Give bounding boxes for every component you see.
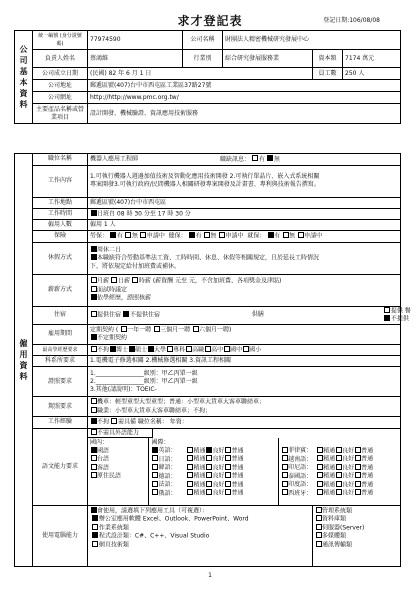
- daily-checkbox[interactable]: [111, 277, 117, 283]
- lang-name: 印度語：: [288, 481, 313, 488]
- opt-label: 有: [116, 232, 123, 240]
- products-label: 主要產品名稱或營業項目: [33, 104, 88, 124]
- negotiable-checkbox[interactable]: [91, 286, 97, 292]
- leave-line-2: 本職缺符合勞動基準法工資、工時時間、休息、休假等相關規定，且於延長工時情況: [97, 254, 320, 262]
- opt-label: 多媒體類: [322, 532, 347, 540]
- lang-level-label: 良好: [342, 489, 355, 497]
- two-day-weekend-checkbox[interactable]: [91, 246, 97, 252]
- website-link[interactable]: http://http://www.pmc.org.tw/: [88, 92, 401, 104]
- lang-level-label: 良好: [342, 464, 355, 471]
- leave-line-3: 下，將依規定給付加班費或補休。: [90, 262, 181, 270]
- drive-checkbox[interactable]: [91, 407, 97, 413]
- exp-years-text: 職位名稱： 年資：: [137, 418, 188, 426]
- period-label: 雇用期間: [33, 324, 88, 344]
- programming-checkbox[interactable]: [92, 532, 98, 538]
- edu-checkbox[interactable]: [129, 346, 135, 352]
- lang-level-label: 良好: [212, 455, 225, 463]
- location-value: 郵遞區號(407)台中市西屯區: [88, 197, 401, 208]
- opt-label: 不提供住宿: [129, 311, 160, 319]
- opt-label: 通訊傳輸類: [322, 541, 353, 548]
- address-value: 郵遞區號(407)台中市西屯區工業區37路27號: [88, 80, 401, 92]
- housing-row: [88, 306, 411, 324]
- opt-label: 不定期契約: [97, 334, 128, 342]
- edu-checkbox[interactable]: [148, 346, 154, 352]
- opt-label: 不提供: [390, 315, 409, 323]
- opt-label: 時薪: [138, 277, 151, 285]
- intl-lang-col-1: [149, 438, 279, 505]
- edu-row: [88, 344, 401, 356]
- lang-name: 英語：: [158, 447, 177, 454]
- labor-pending-checkbox[interactable]: [140, 232, 146, 238]
- by-law-checkbox[interactable]: [91, 294, 97, 300]
- labor-law-checkbox[interactable]: [91, 254, 97, 260]
- tax-id-value: 77974590: [88, 31, 183, 50]
- comp-os: 作業系統類: [98, 524, 129, 531]
- lang-level-label: 精通: [323, 489, 336, 497]
- vacancy-yes-label: 有: [258, 155, 265, 163]
- lang-name: 越南語：: [288, 455, 313, 463]
- domestic-lang-col: [88, 438, 149, 505]
- lang-checkbox[interactable]: [152, 472, 158, 478]
- lang-name: 印尼語：: [288, 464, 313, 471]
- lang-level-label: 良好: [212, 464, 225, 471]
- housing-no-checkbox[interactable]: [123, 311, 129, 317]
- edu-option-label: 國小: [249, 346, 262, 353]
- hakka-checkbox[interactable]: [91, 464, 97, 470]
- lang-level-label: 普通: [361, 472, 374, 480]
- lang-level-checkbox[interactable]: [206, 481, 212, 487]
- lang-level-label: 精通: [193, 481, 206, 488]
- opt-label: 有: [274, 232, 281, 240]
- lang-level-label: 精通: [193, 447, 206, 454]
- health-yes-checkbox[interactable]: [189, 232, 195, 238]
- domestic-label: 國內：: [90, 438, 109, 446]
- comp-yes-checkbox[interactable]: [91, 507, 97, 513]
- company-name-label: 公司名稱: [183, 31, 223, 50]
- vacancy-no-checkbox[interactable]: [267, 155, 273, 161]
- lang-level-label: 普通: [231, 455, 244, 463]
- lang-checkbox[interactable]: [282, 489, 288, 495]
- lang-level-label: 普通: [231, 472, 244, 480]
- lang-level-checkbox[interactable]: [336, 472, 342, 478]
- opt-label: 原住民語: [97, 472, 122, 480]
- emp-pending-checkbox[interactable]: [298, 232, 304, 238]
- labor-insurance-label: 勞保：: [90, 232, 109, 240]
- capital-value: 7174 萬元: [343, 50, 401, 68]
- lang-level-checkbox[interactable]: [355, 455, 361, 461]
- day-shift-checkbox[interactable]: [91, 210, 97, 216]
- opt-label: 管理系統類: [322, 507, 353, 514]
- headcount-value: 僱用 1 人: [88, 220, 401, 231]
- lang-checkbox[interactable]: [152, 489, 158, 495]
- vacancy-no-label: 無: [273, 155, 280, 163]
- edu-option-label: 高中: [211, 346, 224, 353]
- owner-value: 蔡鴻維: [88, 50, 183, 68]
- lang-checkbox[interactable]: [282, 464, 288, 470]
- lang-checkbox[interactable]: [282, 455, 288, 461]
- drive-checkbox[interactable]: [91, 398, 97, 404]
- lang-level-checkbox[interactable]: [317, 455, 323, 461]
- housing-label: 住宿: [33, 306, 88, 324]
- lang-checkbox[interactable]: [282, 447, 288, 453]
- opt-label: 資料庫類: [322, 515, 347, 523]
- lang-level-label: 良好: [212, 481, 225, 488]
- opt-label: 提供住宿: [97, 311, 122, 319]
- company-table: [14, 30, 401, 124]
- edu-option-label: 不拘: [97, 346, 110, 353]
- db-checkbox[interactable]: [316, 515, 322, 521]
- lang-level-checkbox[interactable]: [225, 472, 231, 478]
- salary-label: 薪薪方式: [33, 274, 88, 306]
- lang-level-checkbox[interactable]: [206, 472, 212, 478]
- headcount-label: 僱用人數: [33, 220, 88, 231]
- cert-label: 證照要求: [33, 367, 88, 397]
- lang-level-label: 普通: [231, 481, 244, 488]
- hours-label: 工作時間: [33, 208, 88, 220]
- meals-label: 供膳: [251, 311, 264, 319]
- opt-label: 申請中: [146, 232, 165, 240]
- lang-level-label: 精通: [323, 472, 336, 480]
- taiwanese-checkbox[interactable]: [91, 455, 97, 461]
- edu-option-label: 碩士: [135, 346, 148, 353]
- opt-label: 申請中: [225, 232, 244, 240]
- lang-level-label: 良好: [212, 447, 225, 454]
- major-value: 1.電機電子修選相關 2.機械修選相關 3.資訊工程相關: [88, 356, 401, 367]
- lang-level-label: 精通: [193, 472, 206, 480]
- lang-level-checkbox[interactable]: [225, 481, 231, 487]
- lang-level-label: 良好: [212, 489, 225, 497]
- cert-line-2: 2.________________級別：甲乙丙單一級: [90, 377, 198, 385]
- opt-label: 國語: [97, 447, 110, 454]
- lang-level-checkbox[interactable]: [355, 489, 361, 495]
- lang-level-checkbox[interactable]: [336, 464, 342, 470]
- leave-value: [88, 242, 401, 274]
- monthly-checkbox[interactable]: [91, 277, 97, 283]
- emp-no-checkbox[interactable]: [283, 232, 289, 238]
- six-month-checkbox[interactable]: [193, 326, 199, 332]
- industry-value: 綜合研究發展服務業: [223, 50, 313, 68]
- lang-level-checkbox[interactable]: [225, 464, 231, 470]
- lang-level-label: 精通: [193, 455, 206, 463]
- salary-range-text: (薪資酬 元至 元，不含加班費、各項獎金及津貼): [152, 277, 282, 285]
- office-checkbox[interactable]: [92, 515, 98, 521]
- lang-level-checkbox[interactable]: [317, 489, 323, 495]
- edu-label: 最高學經歷要求: [33, 344, 88, 356]
- company-name-value: 財團法人精密機械研究發展中心: [223, 31, 401, 50]
- lang-level-checkbox[interactable]: [355, 472, 361, 478]
- opt-label: 申請中: [304, 232, 323, 240]
- edu-checkbox[interactable]: [110, 346, 116, 352]
- lang-name: 法語：: [158, 481, 177, 488]
- lang-level-label: 精通: [193, 464, 206, 471]
- founded-label: 公司成立日期: [33, 68, 88, 80]
- comp-office: 辦公室應用軟體 Excel、Outlook、PowerPoint、Word: [98, 515, 249, 523]
- edu-checkbox[interactable]: [243, 346, 249, 352]
- products-value: 設計開發、機械驗證、資訊應用技術服務: [88, 104, 401, 124]
- meals-yes-checkbox[interactable]: [384, 307, 390, 313]
- drive-line-1: 機車：輕型重型大型重型；普通：小型車大貨車大客車聯結車；: [97, 398, 266, 406]
- comp-intro: 會使用，請選填下列應用工具（可複選）：: [97, 507, 209, 514]
- lang-level-label: 良好: [342, 455, 355, 463]
- lang-level-checkbox[interactable]: [206, 464, 212, 470]
- opt-label: 一年一聘: [127, 326, 152, 333]
- opt-label: 月薪: [97, 277, 110, 285]
- content-value: [88, 165, 401, 197]
- opt-label: 提供 餐: [390, 307, 411, 315]
- lang-level-label: 精通: [323, 464, 336, 471]
- lang-level-checkbox[interactable]: [355, 481, 361, 487]
- registration-date: 登記日期:106/08/08: [323, 17, 380, 24]
- lang-level-label: 普通: [361, 489, 374, 497]
- lang-level-label: 普通: [231, 489, 244, 497]
- edu-option-label: 專科: [173, 346, 186, 353]
- opt-label: 有: [195, 232, 202, 240]
- server-checkbox[interactable]: [316, 524, 322, 530]
- lang-name: 西班牙：: [288, 489, 313, 497]
- period-value: [88, 324, 401, 344]
- hourly-checkbox[interactable]: [132, 277, 138, 283]
- website-label: 公司網址: [33, 92, 88, 104]
- lang-checkbox[interactable]: [282, 472, 288, 478]
- vacancy-group: [220, 156, 280, 163]
- exp-label: 工作經驗: [33, 417, 88, 429]
- exp-need-checkbox[interactable]: [111, 418, 117, 424]
- lang-level-checkbox[interactable]: [206, 455, 212, 461]
- lang-level-label: 普通: [361, 481, 374, 488]
- opt-label: 不拘: [97, 418, 110, 426]
- intl-lang-col-2: [279, 438, 400, 505]
- job-section-label: 僱 用 資 料: [15, 154, 33, 567]
- leave-line-1: 周休二日: [97, 246, 122, 253]
- vacancy-yes-checkbox[interactable]: [252, 155, 258, 161]
- leave-label: 休假方式: [33, 242, 88, 274]
- lang-level-label: 良好: [342, 447, 355, 454]
- lang-name: 泰國語：: [288, 472, 313, 480]
- lang-level-label: 普通: [361, 455, 374, 463]
- intl-label: 國際：: [151, 438, 170, 446]
- opt-label: 無: [289, 232, 296, 240]
- lang-level-checkbox[interactable]: [206, 447, 212, 453]
- lang-level-checkbox[interactable]: [317, 481, 323, 487]
- comm-checkbox[interactable]: [316, 541, 322, 547]
- indefinite-checkbox[interactable]: [91, 334, 97, 340]
- job-title-value: 機器人應用工程師: [90, 155, 139, 163]
- opt-label: 三個月一聘: [160, 326, 191, 333]
- opt-label: 客語: [97, 464, 110, 471]
- job-title-label: 職位名稱: [33, 154, 88, 166]
- lang-name: 日語：: [158, 455, 177, 463]
- drive-line-2: 職業：小型車大貨車大客車聯結車；不拘；: [97, 407, 212, 414]
- employment-insurance-label: 就保：: [247, 232, 266, 240]
- lang-level-checkbox[interactable]: [225, 489, 231, 495]
- comp-left-col: [88, 506, 313, 566]
- meals-no-checkbox[interactable]: [384, 315, 390, 321]
- lang-level-checkbox[interactable]: [317, 464, 323, 470]
- lang-checkbox[interactable]: [152, 455, 158, 461]
- three-month-checkbox[interactable]: [154, 326, 160, 332]
- vacancy-label: 職缺訊息：: [219, 155, 250, 163]
- lang-level-label: 精通: [323, 455, 336, 463]
- lang-level-checkbox[interactable]: [336, 481, 342, 487]
- edu-checkbox[interactable]: [224, 346, 230, 352]
- lang-level-checkbox[interactable]: [206, 489, 212, 495]
- page-number: 1: [208, 572, 212, 579]
- lang-checkbox[interactable]: [152, 481, 158, 487]
- opt-label: 無: [210, 232, 217, 240]
- location-label: 工作地點: [33, 197, 88, 208]
- lang-level-label: 良好: [342, 472, 355, 480]
- form-title: 求才登記表: [177, 14, 243, 28]
- labor-yes-checkbox[interactable]: [110, 232, 116, 238]
- job-title-row: [88, 154, 401, 166]
- content-line-1: 1.可執行機器人週邊加值技術及智動化應用技術開發 2.可執行單晶片、嵌入式系統相關: [90, 173, 320, 180]
- lang-name: 菲律賓：: [288, 447, 313, 454]
- comp-label: 使用電腦能力: [33, 505, 88, 566]
- housing-yes-checkbox[interactable]: [91, 311, 97, 317]
- exp-row: [88, 417, 401, 429]
- edu-checkbox[interactable]: [186, 346, 192, 352]
- tax-id-label: 統一編號 (身分證號碼): [33, 31, 88, 50]
- lang-none-label: 不需具外語能力: [97, 429, 140, 436]
- lang-cell: [88, 428, 401, 505]
- lang-level-checkbox[interactable]: [336, 489, 342, 495]
- lang-level-label: 精通: [323, 447, 336, 454]
- major-label: 科系所要求: [33, 356, 88, 367]
- one-year-checkbox[interactable]: [121, 326, 127, 332]
- lang-level-checkbox[interactable]: [317, 472, 323, 478]
- employees-label: 員工數: [313, 68, 343, 80]
- insurance-label: 保險: [33, 231, 88, 243]
- lang-level-label: 普通: [231, 464, 244, 471]
- lang-name: 俄語：: [158, 489, 177, 497]
- drive-label: 駕照要求: [33, 397, 88, 417]
- lang-label: 語文能力要求: [33, 428, 88, 505]
- edu-option-label: 博士: [116, 346, 129, 353]
- comp-programming: 程式設計類：C#、C++、Visual Studio: [98, 532, 210, 540]
- opt-label: 六個月一聘): [199, 326, 232, 333]
- negotiable-label: 面試時議定: [97, 286, 128, 294]
- lang-level-checkbox[interactable]: [355, 464, 361, 470]
- opt-label: 伺服器(Server): [322, 524, 365, 531]
- web-checkbox[interactable]: [92, 541, 98, 547]
- hours-value: 日班自 08 時 30 分至 17 時 30 分: [97, 210, 191, 217]
- multimedia-checkbox[interactable]: [316, 532, 322, 538]
- lang-name: 德語：: [158, 472, 177, 480]
- opt-label: 需具備: [117, 418, 136, 426]
- lang-level-label: 良好: [212, 472, 225, 480]
- capital-label: 資本額: [313, 50, 343, 68]
- opt-label: 無: [131, 232, 138, 240]
- lang-level-checkbox[interactable]: [225, 455, 231, 461]
- lang-none-checkbox[interactable]: [91, 429, 97, 435]
- lang-level-checkbox[interactable]: [336, 447, 342, 453]
- aboriginal-checkbox[interactable]: [91, 472, 97, 478]
- founded-value: (民國) 82 年 6 月 1 日: [88, 68, 313, 80]
- content-line-2: 專案開發3.可執行政府/民間機器人相關研發專案開發及計畫書、專利與技術報告撰寫。: [90, 181, 320, 188]
- exp-any-checkbox[interactable]: [91, 418, 97, 424]
- insurance-row: [88, 231, 401, 243]
- employees-value: 250 人: [343, 68, 401, 80]
- lang-level-label: 精通: [193, 489, 206, 497]
- os-checkbox[interactable]: [92, 524, 98, 530]
- drive-value: [88, 397, 401, 417]
- lang-level-checkbox[interactable]: [336, 455, 342, 461]
- cert-value: [88, 367, 401, 397]
- opt-label: 台語: [97, 455, 110, 463]
- cert-line-3: 3.其他(請說明)：TOEIC-: [90, 385, 157, 393]
- edu-checkbox[interactable]: [91, 346, 97, 352]
- lang-checkbox[interactable]: [152, 464, 158, 470]
- health-no-checkbox[interactable]: [204, 232, 210, 238]
- emp-yes-checkbox[interactable]: [268, 232, 274, 238]
- lang-name: 韓語：: [158, 464, 177, 471]
- edu-checkbox[interactable]: [205, 346, 211, 352]
- edu-option-label: 大學: [154, 346, 167, 353]
- address-label: 公司地址: [33, 80, 88, 92]
- cert-line-1: 1.________________級別：甲乙丙單一級: [90, 369, 198, 377]
- salary-value: [88, 274, 401, 306]
- mgmt-checkbox[interactable]: [316, 507, 322, 513]
- job-table: [14, 153, 411, 567]
- company-section-label: 公 司 基 本 資 料: [15, 31, 33, 124]
- lang-checkbox[interactable]: [282, 481, 288, 487]
- lang-level-checkbox[interactable]: [317, 447, 323, 453]
- lang-level-label: 普通: [361, 464, 374, 471]
- lang-level-label: 良好: [342, 481, 355, 488]
- lang-level-checkbox[interactable]: [225, 447, 231, 453]
- lang-level-label: 精通: [323, 481, 336, 488]
- edu-option-label: 國中: [230, 346, 243, 353]
- by-law-label: 依學經歷，諮照核薪: [97, 294, 152, 302]
- lang-level-label: 普通: [231, 447, 244, 454]
- comp-cell: [88, 505, 401, 566]
- health-insurance-label: 健保：: [168, 232, 187, 240]
- fixed-term-label: 定期契約 (: [90, 326, 119, 333]
- labor-no-checkbox[interactable]: [125, 232, 131, 238]
- opt-label: 日薪: [117, 277, 130, 285]
- edu-option-label: 高職: [192, 346, 205, 353]
- lang-checkbox[interactable]: [152, 447, 158, 453]
- comp-web: 網頁技術類: [98, 541, 129, 548]
- edu-checkbox[interactable]: [167, 346, 173, 352]
- hours-row: [88, 208, 401, 220]
- industry-label: 行業別: [183, 50, 223, 68]
- comp-right-col: [313, 506, 366, 566]
- lang-level-label: 普通: [361, 447, 374, 454]
- content-label: 工作內容: [33, 165, 88, 197]
- lang-level-checkbox[interactable]: [355, 447, 361, 453]
- owner-label: 負責人姓名: [33, 50, 88, 68]
- mandarin-checkbox[interactable]: [91, 447, 97, 453]
